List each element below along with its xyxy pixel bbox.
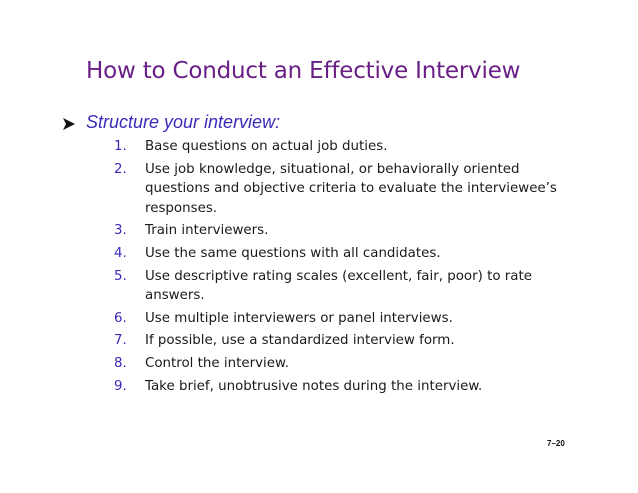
slide-title: How to Conduct an Effective Interview [86,58,521,84]
list-item [114,160,584,218]
list-item [114,221,584,240]
list-text: Base questions on actual job duties. [145,139,388,154]
list-item [114,377,584,396]
list-text: Train interviewers. [145,223,269,239]
section-label: Structure your interview: [86,112,281,132]
list-item [114,354,584,373]
list-item [114,244,584,263]
list-text: If possible, use a standardized interview form. [145,333,455,349]
list-number: 8. [114,356,127,372]
section-heading [62,112,280,133]
list-number: 5. [114,268,127,284]
list-text: Use job knowledge, situational, or behaviorally oriented questions and objective criteria to evaluate the interviewee’s responses. [145,161,557,216]
list-number: 3. [114,223,127,239]
steps-list [114,137,584,400]
list-number: 2. [114,161,127,177]
list-item [114,137,584,156]
list-item [114,331,584,350]
page-number: 7–20 [547,439,565,448]
list-number: 6. [114,310,127,326]
list-text: Use the same questions with all candidates. [145,245,441,261]
list-number: 7. [114,333,127,349]
list-text: Use descriptive rating scales (excellent, fair, poor) to rate answers. [145,268,533,304]
list-number: 9. [114,378,127,394]
list-text: Use multiple interviewers or panel interviews. [145,310,453,326]
list-number: 1. [114,139,127,154]
list-text: Control the interview. [145,356,289,372]
arrow-bullet-icon [62,116,76,130]
list-text: Take brief, unobtrusive notes during the interview. [145,378,483,394]
list-item [114,309,584,328]
list-number: 4. [114,245,127,261]
list-item [114,267,584,306]
